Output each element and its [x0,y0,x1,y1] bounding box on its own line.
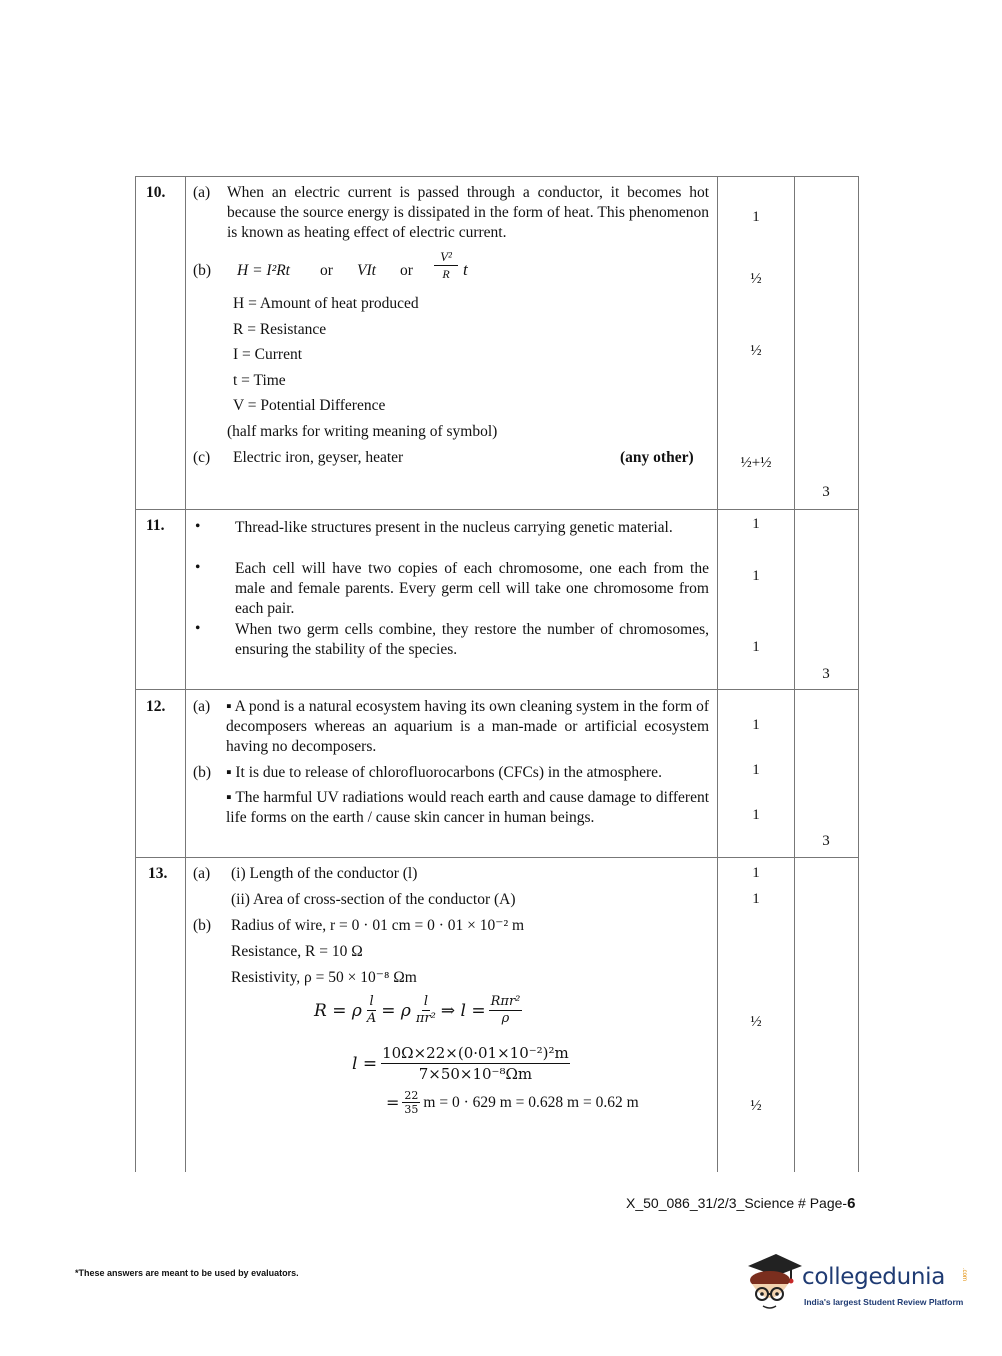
part-label: (a) [193,184,211,201]
bullet: • [195,559,201,576]
formula-fraction: V² R [434,249,458,282]
equation-result: = $\frac{22}{35}$ m = 0 · 629 m = 0.628 m = 0.62 m [386,1089,639,1116]
given-resistance: Resistance, R = 10 Ω [231,943,363,960]
or-word: or [320,262,333,279]
answer-text: (ii) Area of cross-section of the conductor (A) [231,891,516,908]
mark: ½ [750,343,762,359]
symbol-meaning: H = Amount of heat produced [233,295,419,312]
question-number: 11. [146,517,165,534]
mark: 1 [752,516,760,532]
total-mark: 3 [822,833,830,849]
mark: ½ [750,271,762,287]
page-identifier: X_50_086_31/2/3_Science # Page-6 [626,1195,856,1212]
part-label: (b) [193,917,212,934]
formula-vit: VIt [357,262,376,279]
mark: 1 [752,891,760,907]
part-label: (b) [193,764,212,781]
total-mark: 3 [822,666,830,682]
mark: 1 [752,209,760,225]
formula-t: t [463,260,468,279]
logo-wordmark: collegedunia [802,1264,946,1290]
total-mark: 3 [822,484,830,500]
answer-text: Electric iron, geyser, heater [233,449,404,466]
answer-text: When two germ cells combine, they restore the number of chromosomes, ensuring the stability of the species. [235,621,709,658]
symbol-meaning: R = Resistance [233,321,327,338]
logo-com: .com [961,1268,967,1282]
answer-text: ▪ It is due to release of chlorofluorocarbons (CFCs) in the atmosphere. [226,764,662,781]
part-label: (c) [193,449,211,466]
bullet: • [195,620,201,637]
symbol-meaning: I = Current [233,346,303,363]
equation-resistance: R = ρ $\frac{l}{A}$ = ρ $\frac{l}{\text{πr²}}$ ⇒ l = $\frac{\text{Rπr²}}{\rho}$ [314,994,521,1026]
bullet: • [195,518,201,535]
part-label: (b) [193,262,212,279]
question-number: 10. [146,184,166,201]
answer-text: ▪ The harmful UV radiations would reach earth and cause damage to different life forms on the earth / cause skin cancer in human beings. [226,789,709,826]
answer-text: When an electric current is passed through a conductor, it becomes hot because the source energy is dissipated in the form of heat. This phenomenon is known as heating effect of electric current. [227,184,709,241]
symbol-meaning: V = Potential Difference [233,397,386,414]
formula-h: H = I²Rt [237,262,290,279]
equation-length: l = $\frac{\text{10Ω×22×(0·01×10⁻²)²m}}{\text{7×50×10⁻⁸Ωm}}$ [352,1044,569,1083]
mark: 1 [752,865,760,881]
any-other-note: (any other) [620,449,694,466]
mascot-icon [742,1250,802,1316]
evaluator-note: *These answers are meant to be used by evaluators. [75,1268,299,1278]
mark: ½+½ [740,455,772,471]
part-label: (a) [193,698,211,715]
answer-text: Each cell will have two copies of each chromosome, one each from the male and female parents. Every germ cell will take one chromosome from each pair. [235,560,709,617]
mark: 1 [752,717,760,733]
mark: 1 [752,639,760,655]
question-number: 12. [146,698,166,715]
question-number: 13. [148,865,168,882]
part-label: (a) [193,865,211,882]
mark: ½ [750,1098,762,1114]
symbol-meaning: t = Time [233,372,286,389]
answer-text: (i) Length of the conductor (l) [231,865,418,882]
mark: ½ [750,1014,762,1030]
answer-text: Thread-like structures present in the nucleus carrying genetic material. [235,519,673,536]
given-resistivity: Resistivity, ρ = 50 × 10⁻⁸ Ωm [231,969,417,986]
mark: 1 [752,807,760,823]
or-word: or [400,262,413,279]
marking-note: (half marks for writing meaning of symbol) [227,423,498,440]
logo-tagline: India's largest Student Review Platform [804,1297,964,1307]
collegedunia-logo [742,1250,972,1316]
given-radius: Radius of wire, r = 0 · 01 cm = 0 · 01 × 10⁻² m [231,917,525,934]
answer-text: ▪ A pond is a natural ecosystem having its own cleaning system in the form of decomposers whereas an aquarium is a man-made or artificial ecosystem having no decomposers. [226,698,709,755]
mark: 1 [752,568,760,584]
mark: 1 [752,762,760,778]
